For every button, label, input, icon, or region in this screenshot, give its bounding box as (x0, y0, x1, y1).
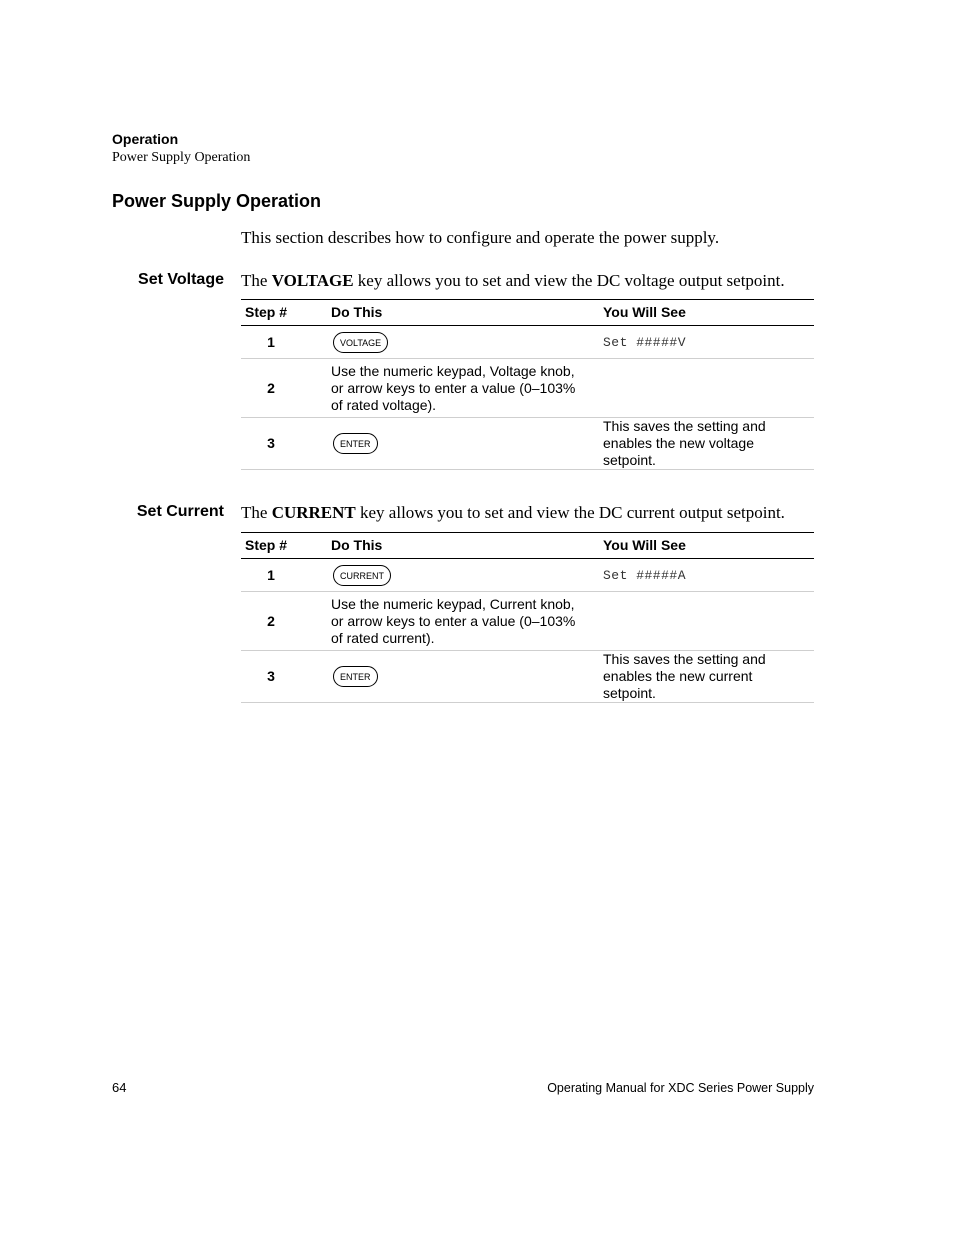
current-steps-table (241, 532, 814, 703)
step-result: This saves the setting and enables the new current setpoint. (603, 651, 814, 703)
display-readout: Set #####A (603, 568, 687, 583)
col-see-header: You Will See (603, 533, 814, 559)
running-header-subsection: Power Supply Operation (112, 150, 251, 165)
step-number: 2 (241, 359, 331, 418)
table-header-row (241, 300, 814, 326)
voltage-desc-key: VOLTAGE (271, 271, 354, 290)
display-readout: Set #####V (603, 335, 687, 350)
intro-paragraph: This section describes how to configure and operate the power supply. (241, 228, 720, 247)
voltage-steps-table (241, 299, 814, 470)
col-do-header: Do This (331, 300, 603, 326)
step-result (603, 359, 814, 418)
table-row (241, 559, 814, 592)
col-step-header: Step # (241, 533, 331, 559)
set-voltage-description (241, 271, 785, 291)
table-row (241, 592, 814, 651)
set-voltage-heading: Set Voltage (138, 271, 224, 288)
enter-key-button: ENTER (333, 433, 378, 454)
set-current-heading: Set Current (136, 503, 224, 520)
col-do-header: Do This (331, 533, 603, 559)
running-header-section: Operation (112, 131, 179, 147)
step-number: 1 (241, 559, 331, 592)
table-row (241, 359, 814, 418)
step-number: 2 (241, 592, 331, 651)
step-result (603, 592, 814, 651)
voltage-desc-pre: The (241, 271, 272, 290)
table-row (241, 326, 814, 359)
step-number: 1 (241, 326, 331, 359)
table-row (241, 651, 814, 703)
page-number: 64 (112, 1080, 127, 1095)
enter-key-button: ENTER (333, 666, 378, 687)
current-desc-key: CURRENT (271, 503, 356, 522)
voltage-key-button: VOLTAGE (333, 332, 388, 353)
footer-manual-title: Operating Manual for XDC Series Power Supply (547, 1081, 814, 1095)
table-header-row (241, 533, 814, 559)
step-number: 3 (241, 651, 331, 703)
col-see-header: You Will See (603, 300, 814, 326)
page-title: Power Supply Operation (112, 191, 322, 211)
step-instruction: Use the numeric keypad, Current knob, or arrow keys to enter a value (0–103% of rated current). (331, 592, 603, 651)
current-key-button: CURRENT (333, 565, 391, 586)
step-number: 3 (241, 418, 331, 470)
current-desc-pre: The (241, 503, 272, 522)
step-instruction: Use the numeric keypad, Voltage knob, or arrow keys to enter a value (0–103% of rated voltage). (331, 359, 603, 418)
set-current-description (241, 503, 785, 523)
voltage-desc-post: key allows you to set and view the DC voltage output setpoint. (353, 271, 785, 290)
col-step-header: Step # (241, 300, 331, 326)
table-row (241, 418, 814, 470)
current-desc-post: key allows you to set and view the DC current output setpoint. (355, 503, 785, 522)
step-result: This saves the setting and enables the new voltage setpoint. (603, 418, 814, 470)
